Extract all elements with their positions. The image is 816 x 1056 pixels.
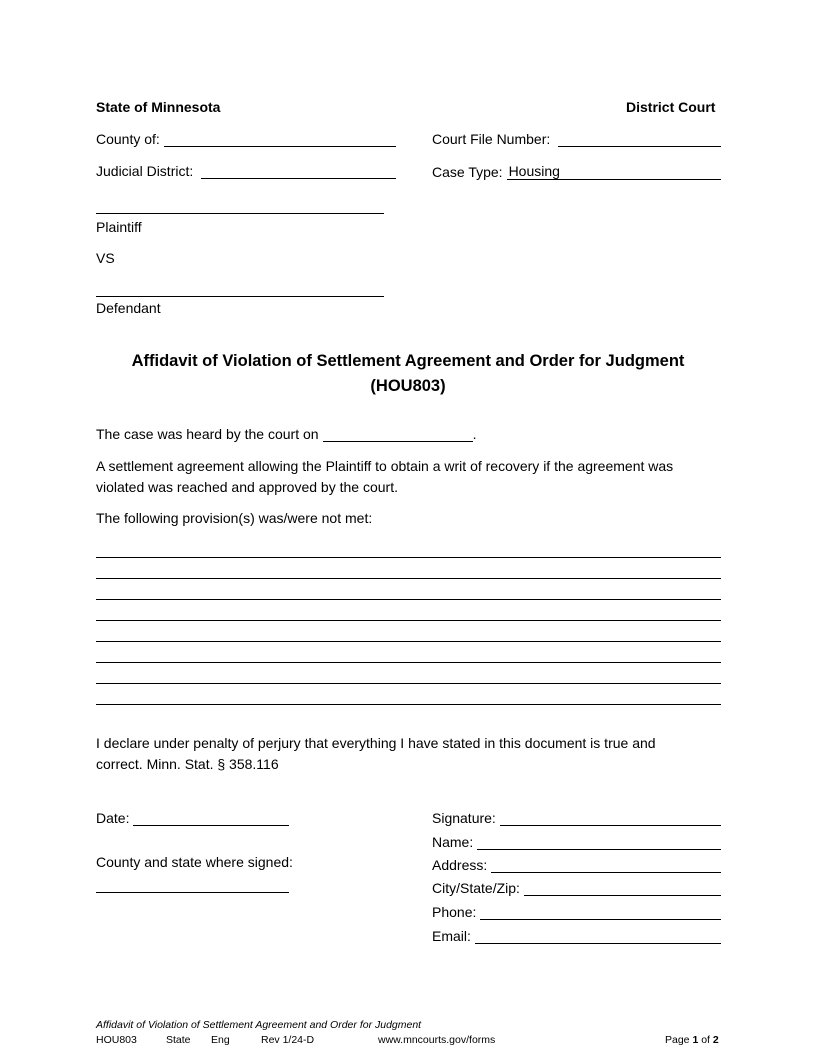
case-type-value[interactable]: Housing — [507, 163, 721, 180]
court-file-number-label: Court File Number: — [432, 131, 551, 147]
city-state-zip-blank[interactable] — [524, 881, 721, 896]
case-type-label: Case Type: — [432, 164, 503, 180]
provision-line-6[interactable] — [96, 662, 721, 663]
address-blank[interactable] — [491, 858, 721, 873]
provision-line-5[interactable] — [96, 641, 721, 642]
provision-line-8[interactable] — [96, 704, 721, 705]
state-heading: State of Minnesota — [96, 99, 221, 115]
settlement-line-2: violated was reached and approved by the court. — [96, 479, 398, 495]
date-field[interactable] — [96, 810, 289, 826]
form-title-line1: Affidavit of Violation of Settlement Agreement and Order for Judgment — [131, 352, 685, 370]
page-total: 2 — [712, 1034, 719, 1046]
heard-period: . — [472, 426, 477, 442]
name-field[interactable] — [432, 834, 721, 850]
case-type-field[interactable] — [432, 163, 721, 180]
court-file-number-field[interactable] — [432, 131, 721, 147]
plaintiff-label: Plaintiff — [96, 219, 142, 235]
judicial-district-label: Judicial District: — [96, 163, 194, 179]
defendant-blank[interactable] — [96, 296, 384, 297]
email-field[interactable] — [432, 928, 721, 944]
court-file-number-blank[interactable] — [558, 132, 721, 147]
plaintiff-blank[interactable] — [96, 213, 384, 214]
email-label: Email: — [432, 928, 471, 944]
heard-text: The case was heard by the court on — [96, 426, 319, 442]
provisions-label: The following provision(s) was/were not met: — [96, 510, 373, 526]
settlement-paragraph — [96, 456, 726, 498]
judicial-district-field[interactable] — [96, 163, 396, 179]
footer-jurisdiction: State — [166, 1034, 191, 1046]
heard-date-blank[interactable] — [323, 427, 473, 442]
phone-blank[interactable] — [480, 905, 721, 920]
defendant-label: Defendant — [96, 300, 161, 316]
declaration-line-2: correct. Minn. Stat. § 358.116 — [96, 756, 279, 772]
footer-language: Eng — [211, 1034, 230, 1046]
footer-revision: Rev 1/24-D — [261, 1034, 315, 1046]
footer-form-title: Affidavit of Violation of Settlement Agreement and Order for Judgment — [96, 1019, 422, 1031]
provision-line-4[interactable] — [96, 620, 721, 621]
footer-website[interactable]: www.mncourts.gov/forms — [378, 1034, 496, 1046]
form-title-line2: (HOU803) — [370, 377, 446, 395]
phone-label: Phone: — [432, 904, 477, 920]
provision-line-3[interactable] — [96, 599, 721, 600]
settlement-line-1: A settlement agreement allowing the Plaintiff to obtain a writ of recovery if the agreement was — [96, 458, 674, 474]
name-blank[interactable] — [477, 835, 721, 850]
vs-label: VS — [96, 250, 115, 266]
provision-line-1[interactable] — [96, 557, 721, 558]
signature-field[interactable] — [432, 810, 721, 826]
signature-blank[interactable] — [500, 811, 721, 826]
county-field[interactable] — [96, 131, 396, 147]
page-of: of — [701, 1034, 710, 1046]
declaration-paragraph — [96, 733, 726, 775]
footer-form-code: HOU803 — [96, 1034, 137, 1046]
county-state-blank[interactable] — [96, 892, 289, 893]
date-blank[interactable] — [133, 811, 289, 826]
address-label: Address: — [432, 857, 488, 873]
county-label: County of: — [96, 131, 160, 147]
city-state-zip-label: City/State/Zip: — [432, 880, 520, 896]
page-current: 1 — [692, 1034, 699, 1046]
phone-field[interactable] — [432, 904, 721, 920]
heard-date-field[interactable] — [96, 426, 476, 442]
date-label: Date: — [96, 810, 130, 826]
page-prefix: Page — [665, 1034, 690, 1046]
address-field[interactable] — [432, 857, 721, 873]
city-state-zip-field[interactable] — [432, 880, 721, 896]
email-blank[interactable] — [475, 929, 721, 944]
footer-page-number — [665, 1034, 719, 1046]
court-heading: District Court — [626, 99, 716, 115]
county-state-label: County and state where signed: — [96, 854, 293, 870]
provision-line-2[interactable] — [96, 578, 721, 579]
judicial-district-blank[interactable] — [201, 164, 396, 179]
name-label: Name: — [432, 834, 474, 850]
county-blank[interactable] — [164, 132, 396, 147]
signature-label: Signature: — [432, 810, 496, 826]
declaration-line-1: I declare under penalty of perjury that everything I have stated in this document is true and — [96, 735, 656, 751]
provision-line-7[interactable] — [96, 683, 721, 684]
